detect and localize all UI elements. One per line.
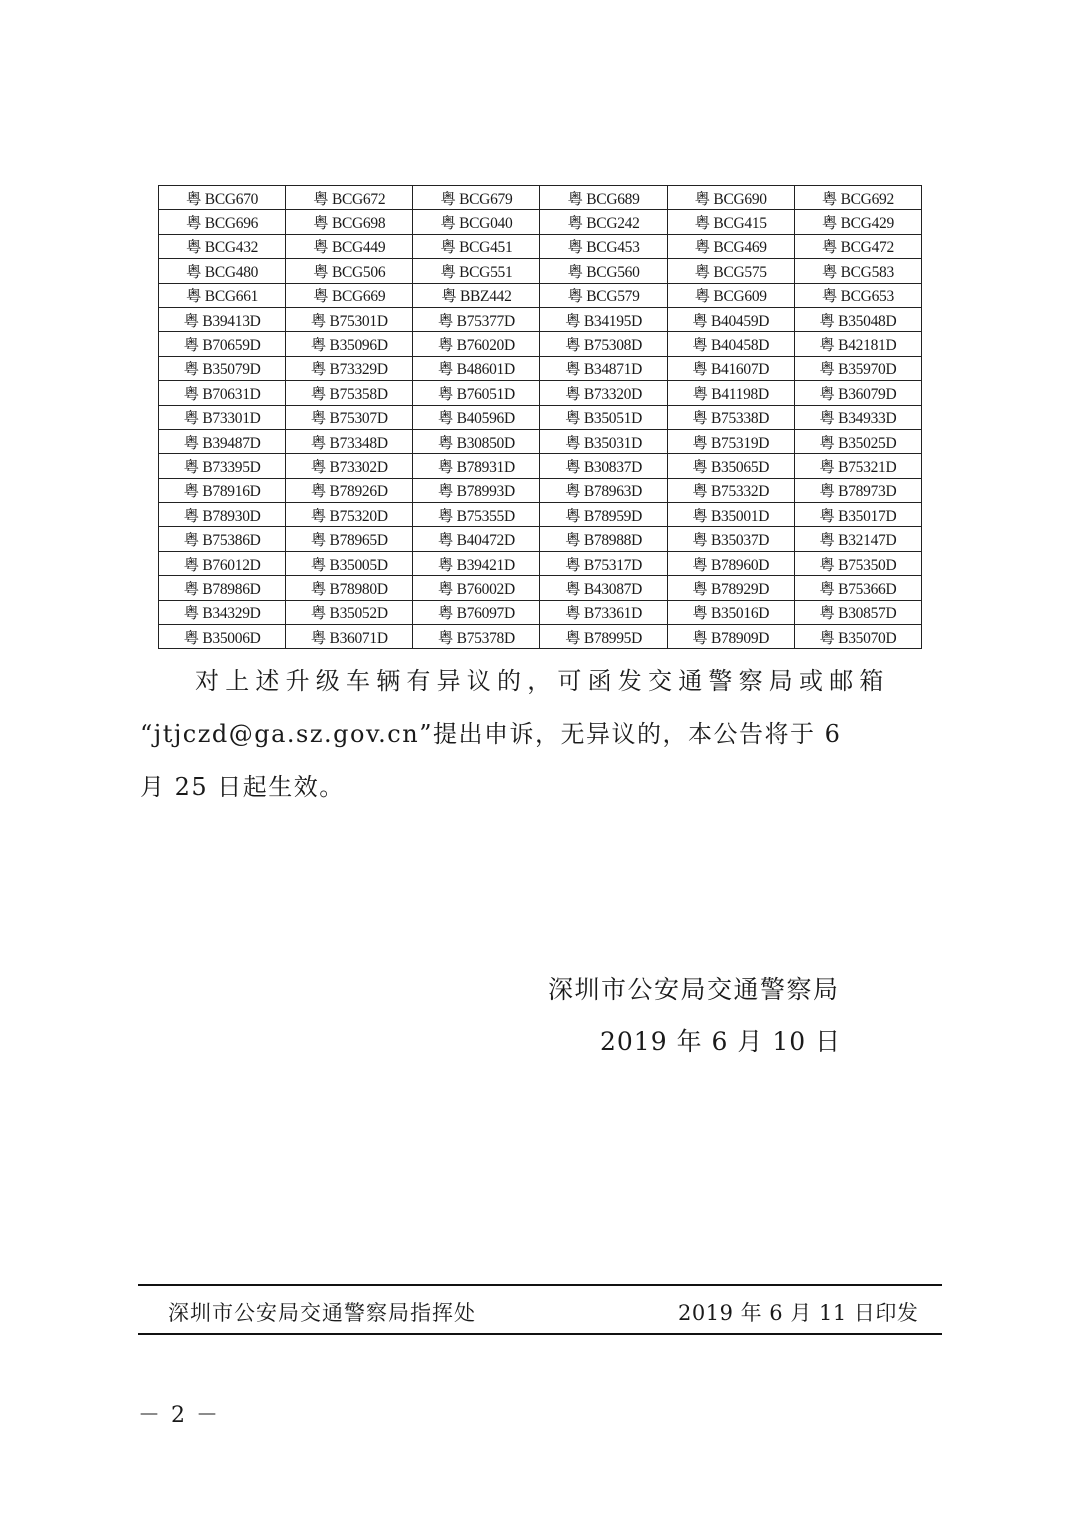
plate-cell: 粤 B78931D <box>413 454 540 478</box>
plate-cell: 粤 B78995D <box>540 625 667 649</box>
plate-cell: 粤 B35017D <box>794 503 921 527</box>
table-row <box>159 454 922 478</box>
plate-cell: 粤 BCG472 <box>794 234 921 258</box>
plate-cell: 粤 B78988D <box>540 527 667 551</box>
plate-cell: 粤 B75319D <box>667 429 794 453</box>
plate-cell: 粤 BCG696 <box>159 210 286 234</box>
plate-cell: 粤 B35970D <box>794 356 921 380</box>
plate-cell: 粤 B40596D <box>413 405 540 429</box>
plate-cell: 粤 B35065D <box>667 454 794 478</box>
plate-cell: 粤 BCG560 <box>540 259 667 283</box>
plate-cell: 粤 B34195D <box>540 307 667 331</box>
plate-cell: 粤 B30850D <box>413 429 540 453</box>
plate-cell: 粤 B78930D <box>159 503 286 527</box>
table-row <box>159 527 922 551</box>
plate-cell: 粤 BCG583 <box>794 259 921 283</box>
notice-line-2: “jtjczd@ga.sz.gov.cn”提出申诉，无异议的，本公告将于 6 <box>140 720 842 748</box>
plate-cell: 粤 BCG575 <box>667 259 794 283</box>
plate-cell: 粤 B35048D <box>794 307 921 331</box>
plate-cell: 粤 B78916D <box>159 478 286 502</box>
notice-line-3: 月 25 日起生效。 <box>140 773 345 801</box>
plate-cell: 粤 B78973D <box>794 478 921 502</box>
table-row <box>159 259 922 283</box>
plate-cell: 粤 B76097D <box>413 600 540 624</box>
plate-cell: 粤 B39487D <box>159 429 286 453</box>
table-row <box>159 503 922 527</box>
plate-cell: 粤 B75321D <box>794 454 921 478</box>
plate-cell: 粤 B75355D <box>413 503 540 527</box>
plate-cell: 粤 B32147D <box>794 527 921 551</box>
plate-cell: 粤 B78926D <box>286 478 413 502</box>
table-row <box>159 551 922 575</box>
plate-cell: 粤 B35070D <box>794 625 921 649</box>
table-row <box>159 307 922 331</box>
plate-table-body <box>159 186 922 649</box>
plate-cell: 粤 B34329D <box>159 600 286 624</box>
imprint-issuer: 深圳市公安局交通警察局指挥处 <box>168 1301 476 1325</box>
plate-cell: 粤 B75307D <box>286 405 413 429</box>
notice-line-1: 对上述升级车辆有异议的，可函发交通警察局或邮箱 <box>195 667 890 695</box>
plate-cell: 粤 BCG453 <box>540 234 667 258</box>
table-row <box>159 186 922 210</box>
table-row <box>159 381 922 405</box>
plate-cell: 粤 B75338D <box>667 405 794 429</box>
plate-cell: 粤 BCG661 <box>159 283 286 307</box>
table-row <box>159 356 922 380</box>
plate-cell: 粤 B78929D <box>667 576 794 600</box>
plate-cell: 粤 B39413D <box>159 307 286 331</box>
plate-cell: 粤 B78959D <box>540 503 667 527</box>
plate-cell: 粤 B73301D <box>159 405 286 429</box>
table-row <box>159 429 922 453</box>
plate-cell: 粤 BCG689 <box>540 186 667 210</box>
table-row <box>159 210 922 234</box>
plate-cell: 粤 B30837D <box>540 454 667 478</box>
plate-cell: 粤 BCG679 <box>413 186 540 210</box>
plate-cell: 粤 B75301D <box>286 307 413 331</box>
page-number: － 2 － <box>138 1403 220 1428</box>
plate-cell: 粤 B35052D <box>286 600 413 624</box>
plate-cell: 粤 B75386D <box>159 527 286 551</box>
plate-cell: 粤 B76020D <box>413 332 540 356</box>
plate-cell: 粤 B73361D <box>540 600 667 624</box>
plate-cell: 粤 B75317D <box>540 551 667 575</box>
plate-cell: 粤 B34871D <box>540 356 667 380</box>
plate-cell: 粤 BCG609 <box>667 283 794 307</box>
plate-cell: 粤 B35031D <box>540 429 667 453</box>
plate-cell: 粤 B78960D <box>667 551 794 575</box>
plate-cell: 粤 B35001D <box>667 503 794 527</box>
plate-cell: 粤 BCG451 <box>413 234 540 258</box>
table-row <box>159 600 922 624</box>
plate-cell: 粤 B73329D <box>286 356 413 380</box>
plate-cell: 粤 BCG480 <box>159 259 286 283</box>
plate-cell: 粤 BCG692 <box>794 186 921 210</box>
plate-cell: 粤 B41198D <box>667 381 794 405</box>
table-row <box>159 234 922 258</box>
plate-cell: 粤 B40472D <box>413 527 540 551</box>
table-row <box>159 576 922 600</box>
plate-cell: 粤 B75378D <box>413 625 540 649</box>
plate-cell: 粤 BCG670 <box>159 186 286 210</box>
plate-cell: 粤 B76051D <box>413 381 540 405</box>
table-row <box>159 405 922 429</box>
plate-cell: 粤 BCG669 <box>286 283 413 307</box>
plate-cell: 粤 B35006D <box>159 625 286 649</box>
imprint-date: 2019 年 6 月 11 日印发 <box>678 1301 919 1325</box>
plate-cell: 粤 B76012D <box>159 551 286 575</box>
plate-cell: 粤 B70631D <box>159 381 286 405</box>
plate-cell: 粤 BCG579 <box>540 283 667 307</box>
plate-cell: 粤 B78980D <box>286 576 413 600</box>
plate-cell: 粤 B78993D <box>413 478 540 502</box>
table-row <box>159 332 922 356</box>
plate-cell: 粤 B42181D <box>794 332 921 356</box>
plate-cell: 粤 B35096D <box>286 332 413 356</box>
plate-cell: 粤 B35005D <box>286 551 413 575</box>
plate-cell: 粤 B40459D <box>667 307 794 331</box>
signature-date: 2019 年 6 月 10 日 <box>600 1027 842 1056</box>
plate-cell: 粤 BCG432 <box>159 234 286 258</box>
plate-cell: 粤 B73320D <box>540 381 667 405</box>
plate-cell: 粤 B75332D <box>667 478 794 502</box>
plate-cell: 粤 BCG449 <box>286 234 413 258</box>
plate-table <box>158 185 922 649</box>
notice-paragraph <box>140 655 945 814</box>
plate-cell: 粤 BCG551 <box>413 259 540 283</box>
plate-cell: 粤 B48601D <box>413 356 540 380</box>
plate-cell: 粤 B78963D <box>540 478 667 502</box>
plate-cell: 粤 BCG698 <box>286 210 413 234</box>
plate-cell: 粤 BBZ442 <box>413 283 540 307</box>
plate-cell: 粤 BCG690 <box>667 186 794 210</box>
plate-cell: 粤 B70659D <box>159 332 286 356</box>
plate-cell: 粤 B78909D <box>667 625 794 649</box>
plate-cell: 粤 B43087D <box>540 576 667 600</box>
plate-cell: 粤 B35079D <box>159 356 286 380</box>
plate-cell: 粤 B40458D <box>667 332 794 356</box>
table-row <box>159 625 922 649</box>
plate-cell: 粤 B35037D <box>667 527 794 551</box>
signature-organization: 深圳市公安局交通警察局 <box>548 975 840 1004</box>
plate-cell: 粤 BCG415 <box>667 210 794 234</box>
plate-cell: 粤 B73395D <box>159 454 286 478</box>
plate-cell: 粤 B41607D <box>667 356 794 380</box>
plate-cell: 粤 B36071D <box>286 625 413 649</box>
imprint-top-rule <box>138 1284 942 1286</box>
plate-cell: 粤 B34933D <box>794 405 921 429</box>
plate-cell: 粤 B75308D <box>540 332 667 356</box>
plate-cell: 粤 B73302D <box>286 454 413 478</box>
plate-cell: 粤 BCG242 <box>540 210 667 234</box>
plate-cell: 粤 BCG469 <box>667 234 794 258</box>
plate-cell: 粤 B35016D <box>667 600 794 624</box>
plate-cell: 粤 B75377D <box>413 307 540 331</box>
plate-cell: 粤 B75366D <box>794 576 921 600</box>
plate-cell: 粤 B35025D <box>794 429 921 453</box>
imprint-bottom-rule <box>138 1333 942 1335</box>
plate-cell: 粤 B35051D <box>540 405 667 429</box>
plate-cell: 粤 B73348D <box>286 429 413 453</box>
plate-cell: 粤 BCG506 <box>286 259 413 283</box>
plate-cell: 粤 B78965D <box>286 527 413 551</box>
table-row <box>159 478 922 502</box>
plate-cell: 粤 BCG672 <box>286 186 413 210</box>
plate-cell: 粤 B76002D <box>413 576 540 600</box>
plate-cell: 粤 BCG429 <box>794 210 921 234</box>
table-row <box>159 283 922 307</box>
plate-cell: 粤 B30857D <box>794 600 921 624</box>
plate-cell: 粤 B75320D <box>286 503 413 527</box>
plate-cell: 粤 B36079D <box>794 381 921 405</box>
plate-cell: 粤 BCG040 <box>413 210 540 234</box>
plate-cell: 粤 B39421D <box>413 551 540 575</box>
plate-cell: 粤 B75358D <box>286 381 413 405</box>
plate-cell: 粤 BCG653 <box>794 283 921 307</box>
plate-cell: 粤 B75350D <box>794 551 921 575</box>
plate-cell: 粤 B78986D <box>159 576 286 600</box>
